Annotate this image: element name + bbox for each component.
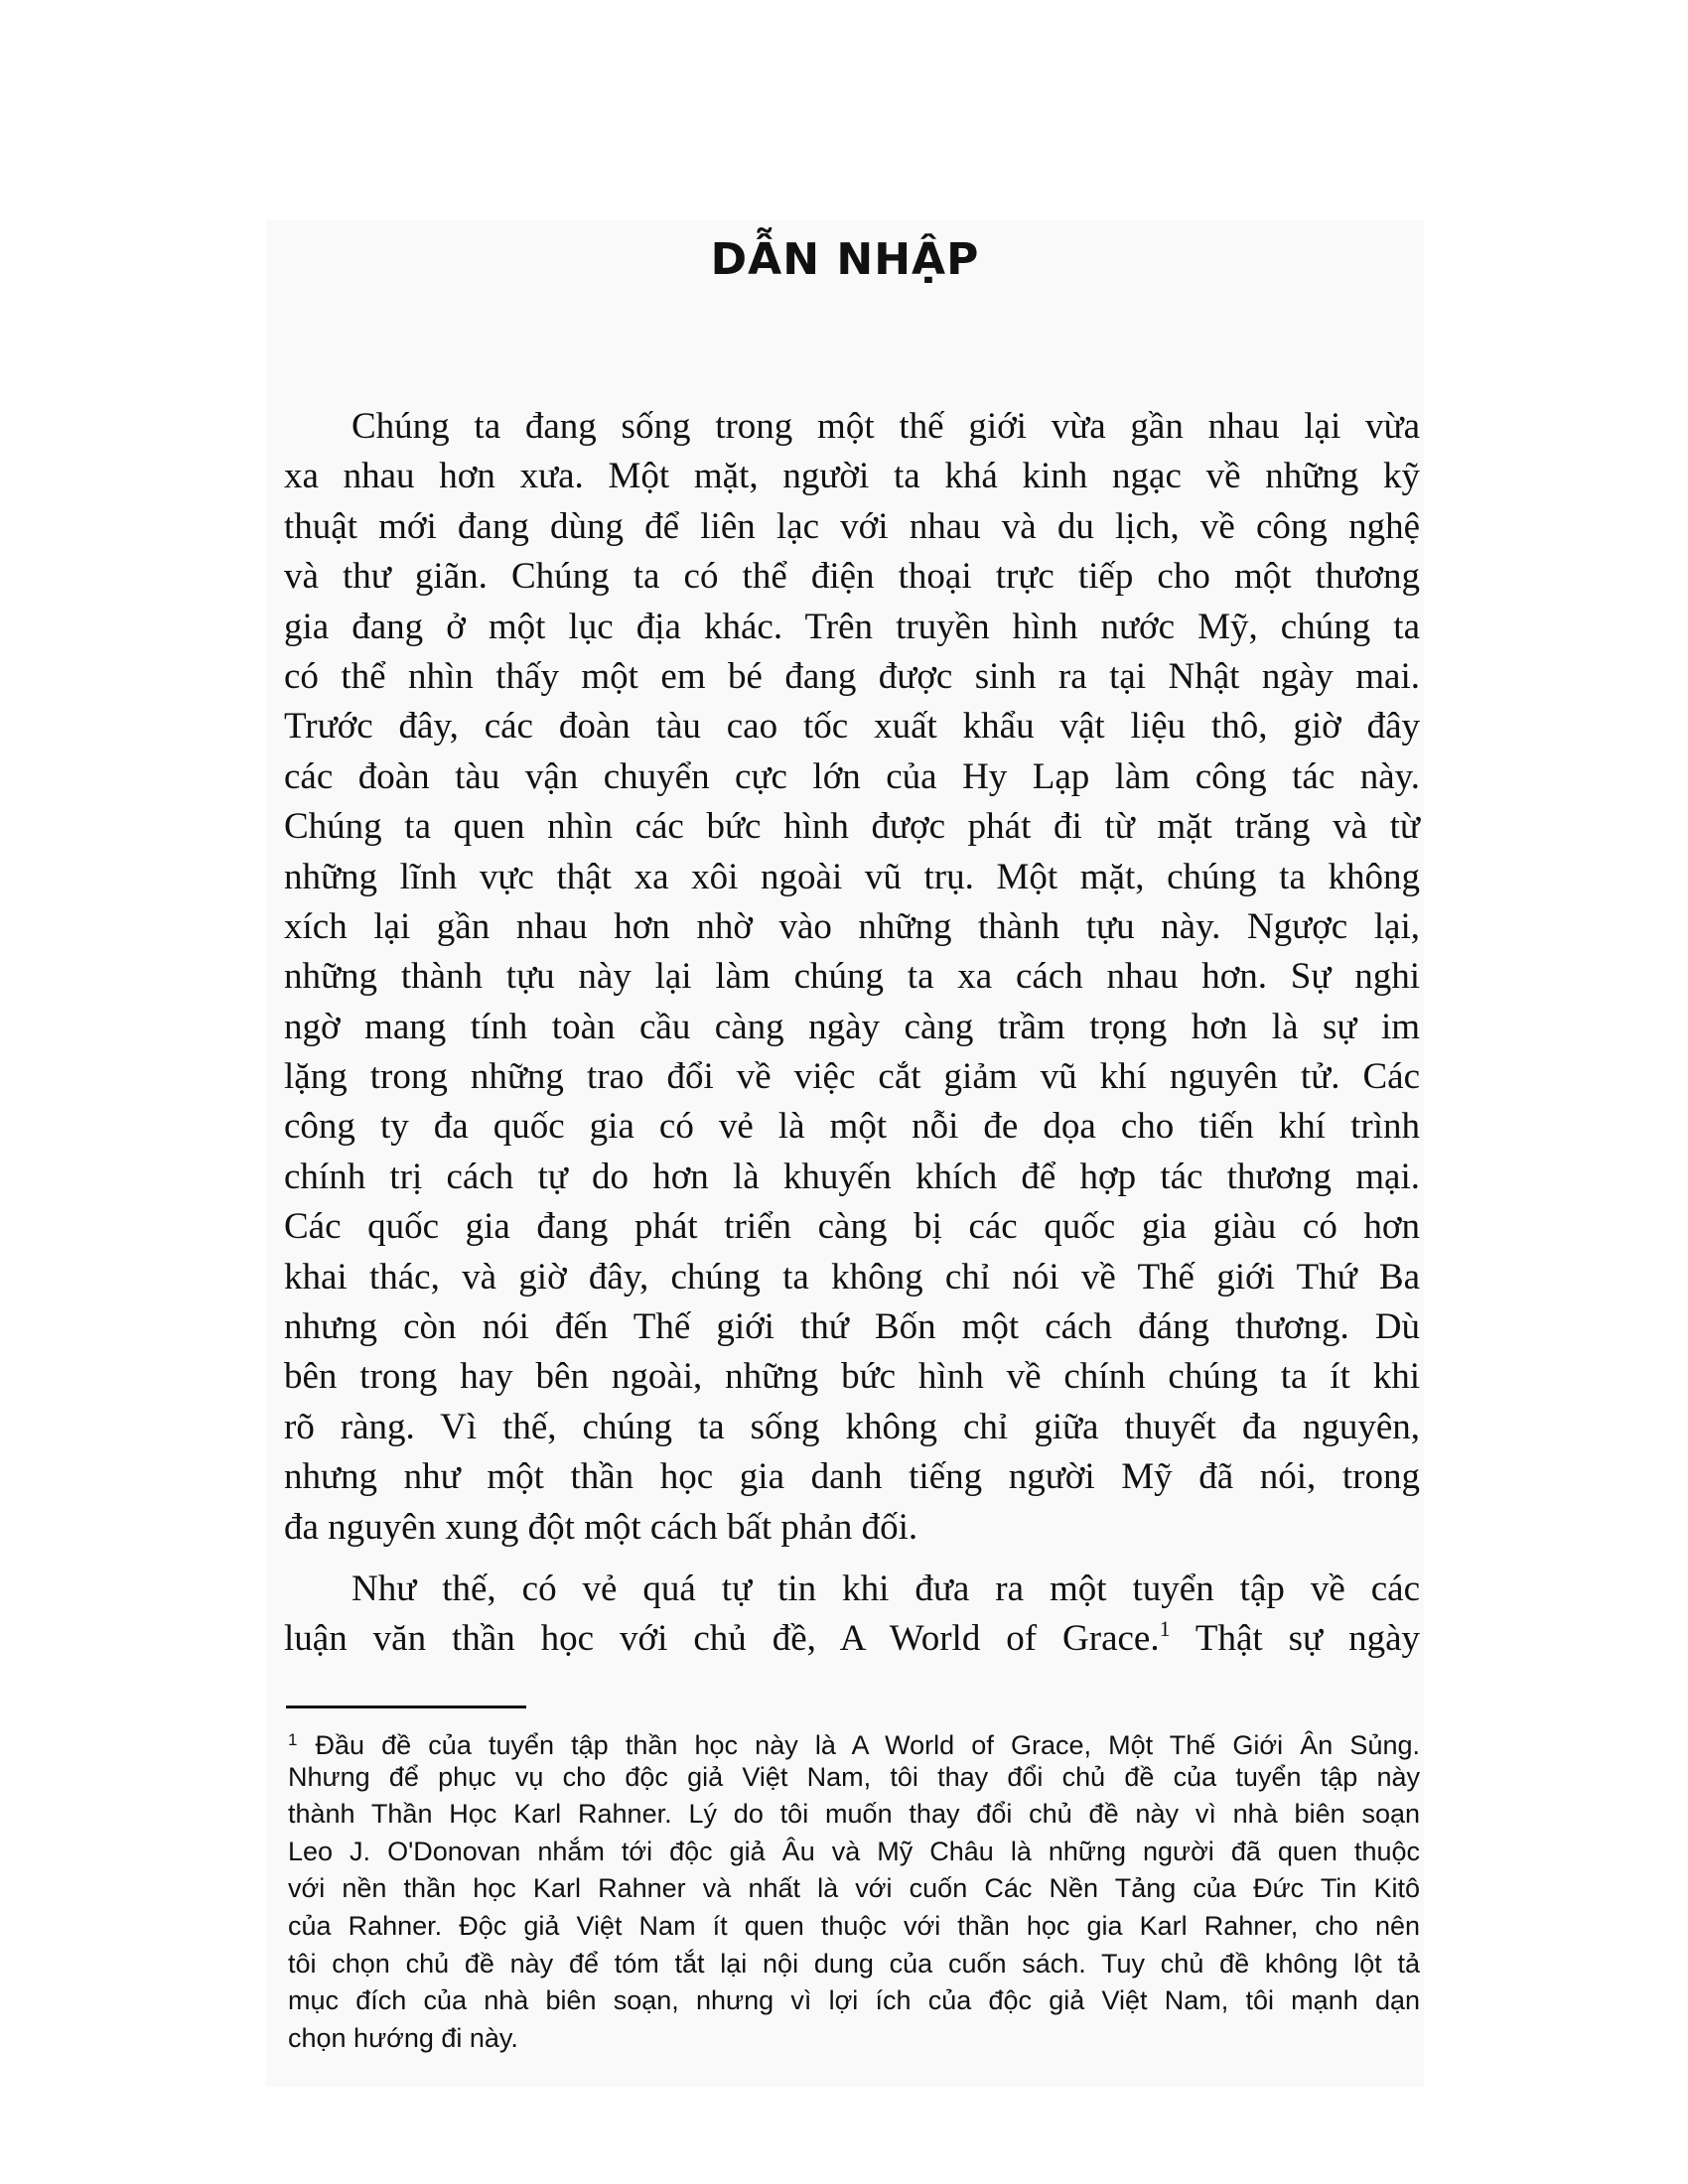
- text-line: ngờ mang tính toàn cầu càng ngày càng trầm trọng hơn là sự im: [284, 1006, 1420, 1047]
- text-line: bên trong hay bên ngoài, những bức hình về chính chúng ta ít khi: [284, 1356, 1420, 1398]
- text-line: Chúng ta quen nhìn các bức hình được phát đi từ mặt trăng và từ: [284, 806, 1420, 848]
- footnote-text: Đầu đề của tuyển tập thần học này là A World of Grace, Một Thế Giới Ân Sủng.: [315, 1730, 1420, 1760]
- footnote-line: tôi chọn chủ đề này để tóm tắt lại nội dung của cuốn sách. Tuy chủ đề không lột tả: [288, 1948, 1420, 1979]
- text-line: gia đang ở một lục địa khác. Trên truyền hình nước Mỹ, chúng ta: [284, 606, 1420, 647]
- footnote-line: với nền thần học Karl Rahner và nhất là với cuốn Các Nền Tảng của Đức Tin Kitô: [288, 1873, 1420, 1904]
- text-line: nhưng còn nói đến Thế giới thứ Bốn một cách đáng thương. Dù: [284, 1306, 1420, 1348]
- footnote-line: Nhưng để phục vụ cho độc giả Việt Nam, tôi thay đổi chủ đề của tuyển tập này: [288, 1761, 1420, 1792]
- page-title: DẪN NHẬP: [710, 234, 980, 285]
- footnote-divider: [286, 1706, 526, 1708]
- text-line: Các quốc gia đang phát triển càng bị các quốc gia giàu có hơn: [284, 1206, 1420, 1248]
- text-line: lặng trong những trao đổi về việc cắt giảm vũ khí nguyên tử. Các: [284, 1056, 1420, 1098]
- text-line: khai thác, và giờ đây, chúng ta không chỉ nói về Thế giới Thứ Ba: [284, 1256, 1420, 1297]
- text-fragment: Thật sự ngày: [1195, 1618, 1420, 1660]
- text-line: những thành tựu này lại làm chúng ta xa cách nhau hơn. Sự nghi: [284, 956, 1420, 998]
- footnote: [288, 1721, 1420, 2057]
- footnote-line: thành Thần Học Karl Rahner. Lý do tôi muốn thay đổi chủ đề này vì nhà biên soạn: [288, 1799, 1420, 1830]
- text-line: có thể nhìn thấy một em bé đang được sinh ra tại Nhật ngày mai.: [284, 655, 1420, 697]
- text-line: nhưng như một thần học gia danh tiếng người Mỹ đã nói, trong: [284, 1456, 1420, 1498]
- text-line: xa nhau hơn xưa. Một mặt, người ta khá kinh ngạc về những kỹ: [284, 456, 1420, 497]
- text-line: Trước đây, các đoàn tàu cao tốc xuất khẩu vật liệu thô, giờ đây: [284, 706, 1420, 748]
- footnote-line: của Rahner. Độc giả Việt Nam ít quen thuộc với thần học gia Karl Rahner, cho nên: [288, 1910, 1420, 1941]
- text-line: thuật mới đang dùng để liên lạc với nhau và du lịch, về công nghệ: [284, 505, 1420, 547]
- paragraph-gap: [284, 1553, 1420, 1565]
- text-line: công ty đa quốc gia có vẻ là một nỗi đe dọa cho tiến khí trình: [284, 1106, 1420, 1148]
- text-line: đa nguyên xung đột một cách bất phản đối.: [284, 1506, 918, 1548]
- body-text: [284, 402, 1420, 1665]
- footnote-marker: 1: [288, 1730, 298, 1749]
- footnote-line: chọn hướng đi này.: [288, 2022, 518, 2053]
- text-line: Chúng ta đang sống trong một thế giới vừa gần nhau lại vừa: [352, 406, 1420, 447]
- text-line: Như thế, có vẻ quá tự tin khi đưa ra một tuyển tập về các: [352, 1568, 1420, 1609]
- text-fragment: luận văn thần học với chủ đề, A World of Grace.: [284, 1618, 1160, 1660]
- text-line: các đoàn tàu vận chuyển cực lớn của Hy Lạp làm công tác này.: [284, 755, 1420, 797]
- text-line: xích lại gần nhau hơn nhờ vào những thành tựu này. Ngược lại,: [284, 905, 1420, 947]
- text-line: và thư giãn. Chúng ta có thể điện thoại trực tiếp cho một thương: [284, 556, 1420, 598]
- text-line: những lĩnh vực thật xa xôi ngoài vũ trụ. Một mặt, chúng ta không: [284, 856, 1420, 897]
- footnote-reference[interactable]: 1: [1159, 1616, 1171, 1642]
- text-line: chính trị cách tự do hơn là khuyến khích để hợp tác thương mại.: [284, 1156, 1420, 1197]
- footnote-line: mục đích của nhà biên soạn, nhưng vì lợi ích của độc giả Việt Nam, tôi mạnh dạn: [288, 1985, 1420, 2016]
- footnote-line: Leo J. O'Donovan nhắm tới độc giả Âu và Mỹ Châu là những người đã quen thuộc: [288, 1836, 1420, 1866]
- footnote-line: [288, 1721, 1420, 1759]
- text-line-with-footnote-ref: [284, 1614, 1420, 1664]
- text-line: rõ ràng. Vì thế, chúng ta sống không chỉ giữa thuyết đa nguyên,: [284, 1406, 1420, 1447]
